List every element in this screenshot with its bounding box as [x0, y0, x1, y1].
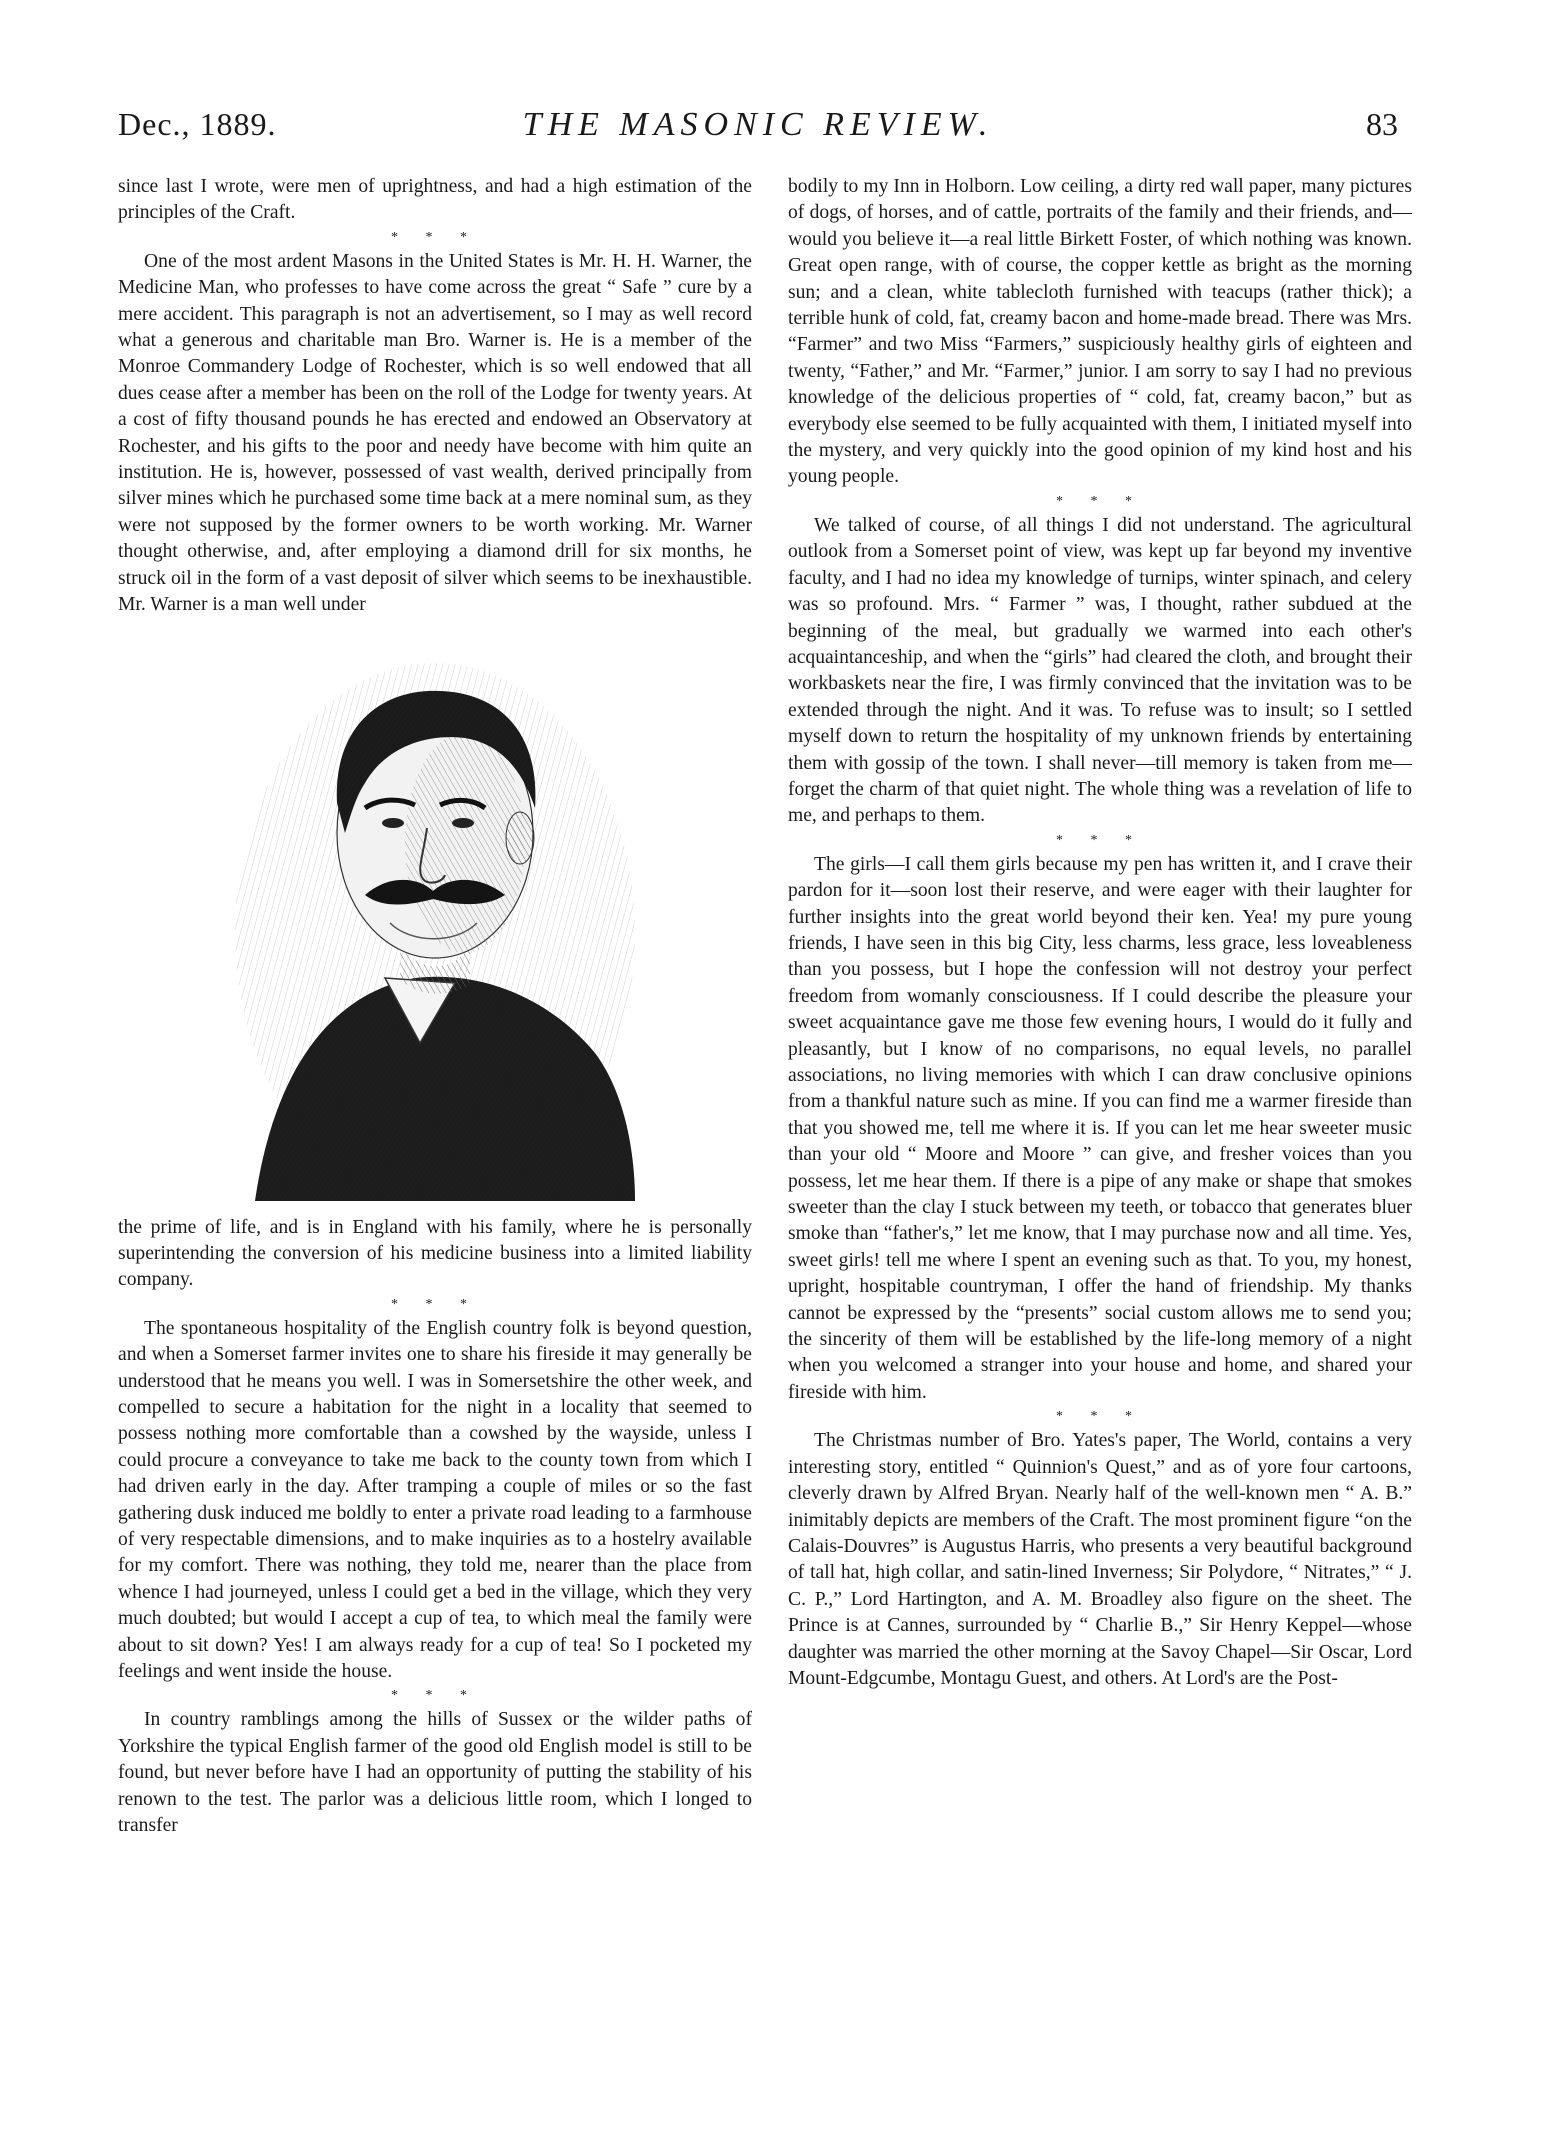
paragraph: The spontaneous hospitality of the English country folk is beyond question, and when a Somerset farmer invites one to share his fireside it may generally be understood that he means you well. I was in Somersetshire the other week, and compelled to secure a habitation for the night in a locality that seemed to possess nothing more comfortable than a cowshed by the wayside, unless I could procure a conveyance to take me back to the county town from which I had driven early in the day. After tramping a couple of miles or so the fast gathering dusk induced me boldly to enter a private road leading to a farmhouse of very respectable dimensions, and to make inquiries as to a hostelry available for my comfort. There was nothing, they told me, nearer than the place from whence I had journeyed, unless I could get a bed in the village, which they very much doubted; but would I accept a cup of tea, to which meal the family were about to sit down? Yes! I am always ready for a cup of tea! So I pocketed my feelings and went inside the house.	[118, 1317, 752, 1682]
paragraph: One of the most ardent Masons in the United States is Mr. H. H. Warner, the Medicine Man, who professes to have come across the great “ Safe ” cure by a mere accident. This paragraph is not an advertisement, so I may as well record what a generous and charitable man Bro. Warner is. He is a member of the Monroe Commandery Lodge of Rochester, which is so well endowed that all dues cease after a member has been on the roll of the Lodge for twenty years. At a cost of fifty thousand pounds he has erected and endowed an Observatory at Rochester, and his gifts to the poor and needy have become with him quite an institution. He is, however, possessed of vast wealth, derived principally from silver mines which he purchased some time back at a mere nominal sum, as they were not supposed by the former owners to be worth working. Mr. Warner thought otherwise, and, after employing a diamond drill for six months, he struck oil in the form of a vast deposit of silver which seems to be inexhaustible. Mr. Warner is a man well under	[118, 250, 752, 616]
page-number: 83	[1366, 106, 1398, 142]
page-header	[118, 106, 1398, 156]
section-divider: * * *	[391, 229, 479, 245]
publication-title: THE MASONIC REVIEW.	[522, 106, 994, 143]
paragraph: The Christmas number of Bro. Yates's paper, The World, contains a very interesting story, entitled “ Quinnion's Quest,” and as of yore four cartoons, cleverly drawn by Alfred Bryan. Nearly half of the well-known men “ A. B.” inimitably depicts are members of the Craft. The most prominent figure “on the Calais-Douvres” is Augustus Harris, who presents a very beautiful background of tall hat, high collar, and satin-lined Inverness; Sir Polydore, “ Nitrates,” “ J. C. P.,” Lord Hartington, and A. M. Broadley also figure on the sheet. The Prince is at Cannes, surrounded by “ Charlie B.,” Sir Henry Keppel—whose daughter was married the other morning at the Savoy Chapel—Sir Oscar, Lord Mount-Edgcumbe, Montagu Guest, and others. At Lord's are the Post-	[788, 1430, 1412, 1689]
paragraph: In country ramblings among the hills of Sussex or the wilder paths of Yorkshire the typical English farmer of the good old English model is still to be found, but never before have I had an opportunity of putting the stability of his renown to the test. The parlor was a delicious little room, which I longed to transfer	[118, 1709, 752, 1837]
portrait-illustration	[215, 633, 655, 1201]
issue-date: Dec., 1889.	[118, 106, 277, 142]
section-divider: * * *	[391, 1688, 479, 1704]
portrait-engraving	[118, 633, 752, 1201]
paragraph: since last I wrote, were men of uprightness, and had a high estimation of the principles of the Craft.	[118, 176, 752, 224]
paragraph: bodily to my Inn in Holborn. Low ceiling, a dirty red wall paper, many pictures of dogs, of horses, and of cattle, portraits of the family and their friends, and—would you believe it—a real little Birkett Foster, of which nothing was known. Great open range, with of course, the copper kettle as bright as the morning sun; and a clean, white tablecloth furnished with teacups (rather thick); a terrible hunk of cold, fat, creamy bacon and home-made bread. There was Mrs. “Farmer” and two Miss “Farmers,” suspiciously healthy girls of eighteen and twenty, “Father,” and Mr. “Farmer,” junior. I am sorry to say I had no previous knowledge of the delicious properties of “ cold, fat, creamy bacon,” but as everybody else seemed to be fully acquainted with them, I initiated myself into the mystery, and very quickly into the good opinion of my kind host and his young people.	[788, 176, 1412, 488]
section-divider: * * *	[1056, 832, 1144, 848]
paragraph: We talked of course, of all things I did not understand. The agricultural outlook from a Somerset point of view, was kept up far beyond my inventive faculty, and I had no idea my knowledge of turnips, winter spinach, and celery was so profound. Mrs. “ Farmer ” was, I thought, rather subdued at the beginning of the meal, but gradually we warmed into each other's acquaintanceship, and when the “girls” had cleared the cloth, and brought their workbaskets near the fire, I was firmly convinced that the invitation was to be extended through the night. And it was. To refuse was to insult; so I settled myself down to return the hospitality of my unknown friends by entertaining them with gossip of the town. I shall never—till memory is taken from me—forget the charm of that quiet night. The whole thing was a revelation of life to me, and perhaps to them.	[788, 514, 1412, 827]
right-column	[788, 174, 1412, 1692]
section-divider: * * *	[1056, 1409, 1144, 1425]
section-divider: * * *	[391, 1296, 479, 1312]
left-column	[118, 174, 752, 1839]
section-divider: * * *	[1056, 493, 1144, 509]
paragraph: The girls—I call them girls because my pen has written it, and I crave their pardon for it—soon lost their reserve, and were eager with their laughter for further insights into the great world beyond their ken. Yea! my pure young friends, I have seen in this big City, less charms, less grace, less loveableness than you possess, but I hope the confession will not destroy your perfect freedom from womanly consciousness. If I could describe the pleasure your sweet acquaintance gave me those few evening hours, I would do it fully and pleasantly, but I know of no comparisons, no equal levels, no parallel associations, no living memories with which I can draw conclusive opinions from a thankful nature such as mine. If you can find me a warmer fireside than that you showed me, tell me where it is. If you can let me hear sweeter music than your old “ Moore and Moore ” can give, and fresher voices than you possess, let me hear them. If there is a pipe of any make or shape that smokes sweeter than the clay I stuck between my teeth, or tobacco that generates bluer smoke than “father's,” let me know, that I may purchase now and all time. Yes, sweet girls! tell me where I spent an evening such as that. To you, my honest, upright, hospitable countryman, I offer the hand of friendship. My thanks cannot be expressed by the “presents” social custom allows me to send you; the sincerity of them will be established by the life-long memory of a night when you welcomed a stranger into your house and home, and shared your fireside with him.	[788, 853, 1412, 1403]
paragraph: the prime of life, and is in England with his family, where he is personally superintending the conversion of his medicine business into a limited liability company.	[118, 1216, 752, 1291]
